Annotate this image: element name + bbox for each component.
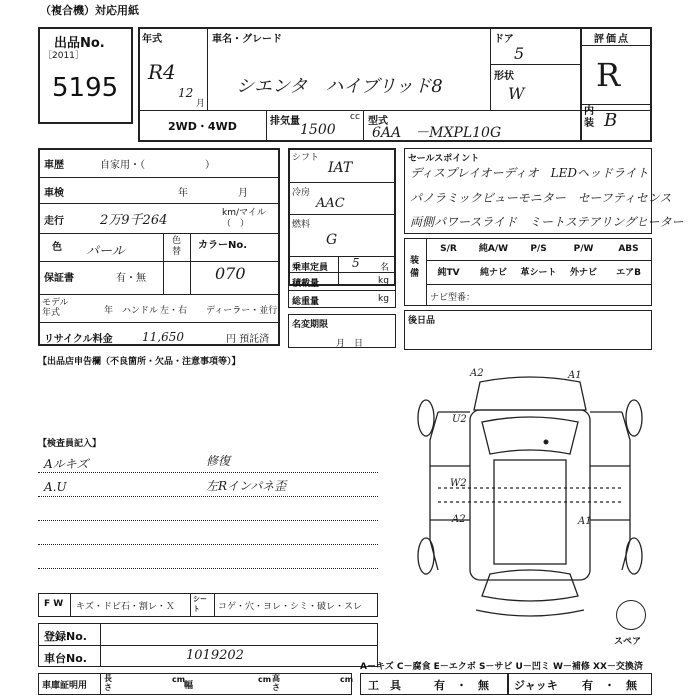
shape-label: 形状 [494, 71, 514, 82]
diagram-mark-5: A2 [452, 514, 466, 525]
capacity-label: 乗車定員 [292, 263, 329, 273]
score-value: R [596, 56, 621, 94]
tools-value: 有 ・ 無 [434, 679, 489, 692]
sales-line-2: パノラミックビューモニター セーフティセンス [410, 191, 672, 205]
lot-box [38, 27, 133, 124]
handle-value: 左・右 [160, 306, 188, 316]
shift-label: シフト [292, 153, 320, 163]
garage-cert-label: 車庫証明用 [42, 681, 88, 691]
history-label: 車歴 [44, 160, 64, 171]
interior-label: 内装 [584, 106, 594, 129]
namechange-label: 名変期限 [292, 320, 329, 330]
model-value: 6AA －MXPL10G [372, 125, 502, 141]
shape-value: W [508, 84, 525, 103]
year-label: 年式 [142, 34, 162, 45]
jack-label: ジャッキ [514, 679, 558, 692]
sales-line-1: ディスプレイオーディオ LEDヘッドライト [410, 166, 649, 180]
year-value: R4 [148, 60, 176, 84]
recycle-unit: 円 預託済 [226, 334, 270, 345]
tools-label: 工 具 [368, 679, 401, 692]
color-label: 色 [52, 242, 62, 253]
namechange-unit: 月 日 [336, 339, 364, 349]
inspector-note-2b: 左Rインパネ歪 [206, 479, 287, 493]
dealer-label: ディーラー・並行 [206, 306, 278, 316]
rear-items-box [404, 310, 652, 350]
model-label: 型式 [368, 116, 388, 127]
length-label: 長さ [104, 674, 112, 692]
equipment-item-row1-3: P/W [573, 244, 594, 254]
name-label: 車名・グレード [212, 34, 282, 45]
lot-year: ［2011］ [43, 51, 84, 61]
lot-number: 5195 [52, 73, 119, 103]
vehicle-damage-diagram [410, 360, 650, 630]
weight-unit: kg [378, 294, 389, 304]
equipment-item-row1-2: P/S [530, 244, 547, 254]
jack-value: 有 ・ 無 [582, 679, 637, 692]
height-label: 高さ [272, 674, 280, 692]
mileage-unit: km/マイル（ ） [222, 208, 266, 229]
colorno-label: カラーNo. [198, 240, 248, 251]
displacement-value: 1500 [300, 122, 336, 138]
damage-legend: A－キズ C－腐食 E－エクボ S－サビ U－凹ミ W－補修 XX－交換済 [360, 662, 643, 672]
door-value: 5 [514, 44, 525, 63]
month-unit: 月 [196, 99, 206, 109]
sales-line-3: 両側パワースライド ミートステアリングヒーター [410, 215, 684, 229]
length-unit: cm [172, 675, 186, 684]
inspection-label: 車検 [44, 188, 64, 199]
equipment-item-row2-0: 純TV [437, 268, 460, 278]
warranty-value: 有・無 [116, 273, 146, 284]
capacity-value: 5 [352, 256, 360, 270]
fw-text-1: キズ・ドビ石・割レ・Ｘ [76, 602, 175, 612]
door-label: ドア [494, 34, 514, 45]
fw-seat-label: シート [193, 595, 207, 613]
handle-label: ハンドル [122, 306, 159, 316]
inspector-note-2a: A.U [44, 480, 67, 494]
score-label: 評価点 [594, 34, 630, 45]
chassis-label: 車台No. [44, 652, 87, 665]
color-change: 色替 [172, 236, 182, 257]
fuel-value: G [326, 232, 338, 248]
mileage-label: 走行 [44, 216, 64, 227]
equipment-item-row1-1: 純A/W [478, 244, 509, 254]
capacity-unit: 名 [380, 263, 390, 273]
equipment-label: 装備 [410, 256, 420, 279]
rear-items-label: 後日品 [408, 316, 436, 326]
equipment-item-row1-0: S/R [440, 244, 457, 254]
diagram-mark-3: U2 [452, 414, 467, 425]
interior-value: B [604, 110, 618, 131]
inspector-note-1a: Aルキズ [44, 457, 89, 471]
weight-label: 総重量 [292, 297, 320, 307]
color-value: パール [86, 244, 125, 259]
report-label: 【出品店申告欄（不良箇所・欠品・注意事項等）】 [38, 357, 241, 367]
inspection-units: 年 月 [178, 188, 248, 199]
diagram-mark-1: A2 [470, 368, 484, 379]
width-unit: cm [258, 675, 272, 684]
fw-label: F W [44, 599, 64, 609]
recycle-label: リサイクル料金 [44, 334, 113, 345]
chassis-value: 1019202 [186, 648, 244, 663]
spare-tire-icon [616, 600, 646, 630]
load-label: 積載量 [292, 279, 320, 289]
month-value: 12 [178, 86, 194, 100]
equipment-item-row2-3: 外ナビ [569, 268, 597, 278]
lot-label: 出品No. [54, 36, 105, 51]
equipment-item-row2-4: エアB [616, 268, 641, 278]
load-unit: kg [378, 276, 389, 286]
shift-value: IAT [328, 160, 353, 176]
navi-label: ナビ型番： [430, 293, 476, 303]
model-year-label: モデル年式 [42, 298, 69, 318]
width-label: 幅 [184, 681, 194, 691]
diagram-mark-6: A1 [578, 516, 592, 527]
form-title: （複合機）対応用紙 [40, 4, 139, 17]
displacement-label: 排気量 [270, 116, 300, 127]
drive-label: 2WD・4WD [168, 120, 237, 133]
reg-label: 登録No. [44, 630, 87, 643]
name-value: シエンタ ハイブリッド8 [236, 76, 443, 97]
colorno-value: 070 [215, 264, 246, 283]
equipment-item-row2-2: 革シート [520, 268, 557, 278]
model-year-unit: 年 [104, 306, 114, 316]
inspector-note-1b: 修復 [206, 454, 231, 468]
equipment-item-row1-4: ABS [618, 244, 639, 254]
ac-value: AAC [316, 196, 345, 211]
fuel-label: 燃料 [292, 220, 311, 230]
mileage-value: 2万9千264 [100, 213, 168, 228]
height-unit: cm [340, 675, 354, 684]
spare-label: スペア [614, 637, 642, 647]
fw-text-2: コゲ・穴・ヨレ・シミ・破レ・スレ [218, 602, 363, 612]
sales-point-label: セールスポイント [408, 154, 480, 164]
inspector-label: 【検査員記入】 [38, 439, 102, 449]
recycle-value: 11,650 [142, 330, 184, 344]
cc-unit: cc [350, 112, 360, 122]
diagram-mark-2: A1 [568, 370, 582, 381]
equipment-item-row2-1: 純ナビ [479, 268, 507, 278]
diagram-mark-4: W2 [450, 478, 467, 489]
warranty-label: 保証書 [44, 273, 74, 284]
history-options: 自家用・（ ） [100, 160, 215, 171]
ac-label: 冷房 [292, 188, 311, 198]
